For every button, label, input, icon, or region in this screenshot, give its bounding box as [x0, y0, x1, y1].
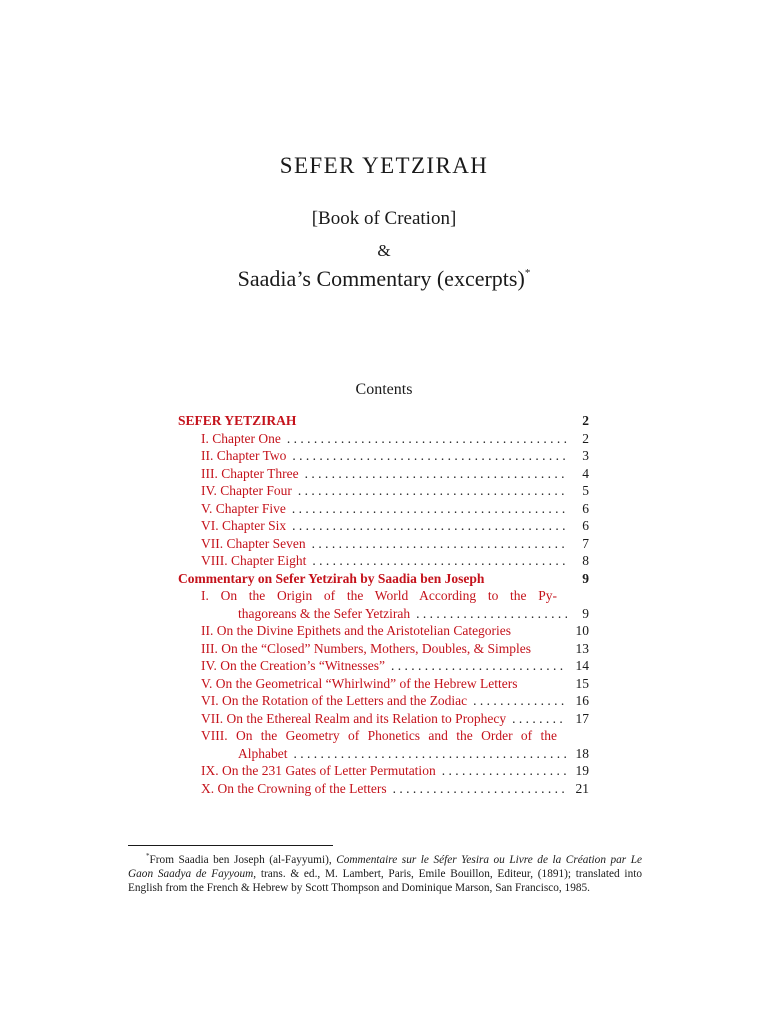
toc-entry-commentary-1[interactable]	[178, 587, 589, 622]
table-of-contents	[178, 412, 589, 797]
toc-page: 16	[575, 693, 589, 708]
toc-section-commentary[interactable]	[178, 570, 589, 588]
footnote-book-title: Commentaire sur le Séfer Yesira ou Livre de la Création par Le Gaon Saadya de Fayyoum	[128, 853, 642, 880]
toc-page: 2	[582, 413, 589, 428]
toc-entry-chapter-one[interactable]	[178, 430, 589, 448]
toc-label-line1[interactable]: I. On the Origin of the World According to the Py-	[201, 588, 557, 603]
toc-label[interactable]: Alphabet	[238, 745, 288, 761]
toc-page: 6	[582, 518, 589, 533]
toc-page: 13	[575, 640, 589, 656]
toc-entry-chapter-four[interactable]	[178, 482, 589, 500]
toc-label[interactable]: II. Chapter Two	[201, 448, 287, 463]
leader-dots	[286, 447, 567, 465]
toc-page: 9	[582, 570, 589, 586]
toc-page: 21	[575, 780, 589, 796]
toc-entry-chapter-five[interactable]	[178, 500, 589, 518]
footnote-marker: *	[146, 852, 150, 860]
toc-page: 4	[582, 465, 589, 481]
ampersand: &	[377, 241, 391, 260]
toc-page: 15	[575, 675, 589, 691]
toc-label[interactable]: V. Chapter Five	[201, 500, 286, 516]
footnote-paragraph	[128, 849, 642, 895]
toc-label[interactable]: IV. On the Creation’s “Witnesses”	[201, 658, 386, 673]
toc-label[interactable]: V. On the Geometrical “Whirlwind” of the Hebrew Letters	[201, 675, 518, 691]
toc-entry-chapter-three[interactable]	[178, 465, 589, 483]
document-subtitle-2	[0, 266, 768, 292]
footnote-text-2: , trans. & ed., M. Lambert, Paris, Emile Bouillon, Editeur, (1891); translated into English from the French & Hebrew by Scott Thompson and Dominique Marson, San Francisco, 1985.	[128, 867, 643, 895]
document-subtitle: [Book of Creation]	[311, 208, 457, 229]
leader-dots	[281, 430, 567, 448]
toc-label[interactable]: thagoreans & the Sefer Yetzirah	[238, 605, 411, 621]
toc-entry-commentary-2[interactable]	[178, 622, 589, 640]
toc-entry-commentary-4[interactable]	[178, 657, 589, 675]
toc-label[interactable]: VII. Chapter Seven	[201, 535, 306, 551]
contents-heading: Contents	[355, 381, 413, 398]
toc-label[interactable]: IX. On the 231 Gates of Letter Permutation	[201, 763, 436, 778]
leader-dots	[387, 780, 567, 798]
toc-entry-commentary-6[interactable]	[178, 692, 589, 710]
toc-label[interactable]: X. On the Crowning of the Letters	[201, 780, 387, 796]
leader-dots	[306, 535, 567, 553]
footnote-reference[interactable]: *	[524, 267, 531, 279]
toc-label[interactable]: VII. On the Ethereal Realm and its Relation to Prophecy	[201, 710, 507, 726]
toc-entry-chapter-seven[interactable]	[178, 535, 589, 553]
leader-dots	[385, 657, 567, 675]
toc-label[interactable]: III. On the “Closed” Numbers, Mothers, Doubles, & Simples	[201, 640, 531, 656]
toc-entry-chapter-two[interactable]	[178, 447, 589, 465]
toc-page: 8	[582, 553, 589, 568]
toc-label[interactable]: VIII. Chapter Eight	[201, 553, 307, 568]
leader-dots	[299, 465, 567, 483]
subtitle-2-text: Saadia’s Commentary (excerpts)	[237, 266, 525, 291]
toc-page: 5	[582, 483, 589, 498]
leader-dots	[288, 745, 568, 763]
toc-page: 17	[575, 710, 589, 726]
leader-dots	[292, 482, 567, 500]
toc-page: 10	[575, 623, 589, 638]
leader-dots	[506, 710, 567, 728]
toc-page: 6	[582, 500, 589, 516]
toc-label[interactable]: I. Chapter One	[201, 430, 281, 446]
footnote-rule	[128, 845, 333, 846]
toc-entry-commentary-8[interactable]	[178, 727, 589, 762]
footnote	[128, 849, 642, 895]
toc-page: 2	[582, 430, 589, 446]
toc-entry-commentary-9[interactable]	[178, 762, 589, 780]
toc-page: 14	[575, 658, 589, 673]
toc-page: 18	[575, 745, 589, 761]
toc-label-line1[interactable]: VIII. On the Geometry of Phonetics and the Order of the	[201, 728, 557, 743]
toc-entry-commentary-3[interactable]	[178, 640, 589, 658]
toc-label[interactable]: VI. On the Rotation of the Letters and the Zodiac	[201, 693, 468, 708]
leader-dots	[286, 517, 567, 535]
toc-entry-chapter-eight[interactable]	[178, 552, 589, 570]
toc-page: 7	[582, 535, 589, 551]
toc-label[interactable]: III. Chapter Three	[201, 465, 299, 481]
toc-section-sefer-yetzirah[interactable]	[178, 412, 589, 430]
toc-label[interactable]: II. On the Divine Epithets and the Aristotelian Categories	[201, 623, 512, 638]
toc-page: 19	[575, 763, 589, 778]
toc-label[interactable]: Commentary on Sefer Yetzirah by Saadia ben Joseph	[178, 570, 485, 586]
toc-label[interactable]: IV. Chapter Four	[201, 483, 292, 498]
document-title: SEFER YETZIRAH	[279, 153, 489, 178]
toc-page: 9	[582, 605, 589, 621]
toc-label[interactable]: SEFER YETZIRAH	[178, 413, 297, 428]
leader-dots	[306, 552, 567, 570]
toc-entry-commentary-7[interactable]	[178, 710, 589, 728]
leader-dots	[467, 692, 567, 710]
leader-dots	[410, 605, 567, 623]
toc-label[interactable]: VI. Chapter Six	[201, 518, 287, 533]
toc-entry-chapter-six[interactable]	[178, 517, 589, 535]
footnote-text-1: From Saadia ben Joseph (al-Fayyumi),	[149, 853, 337, 866]
leader-dots	[436, 762, 567, 780]
toc-entry-commentary-5[interactable]	[178, 675, 589, 693]
toc-page: 3	[582, 448, 589, 463]
toc-entry-commentary-10[interactable]	[178, 780, 589, 798]
leader-dots	[286, 500, 567, 518]
